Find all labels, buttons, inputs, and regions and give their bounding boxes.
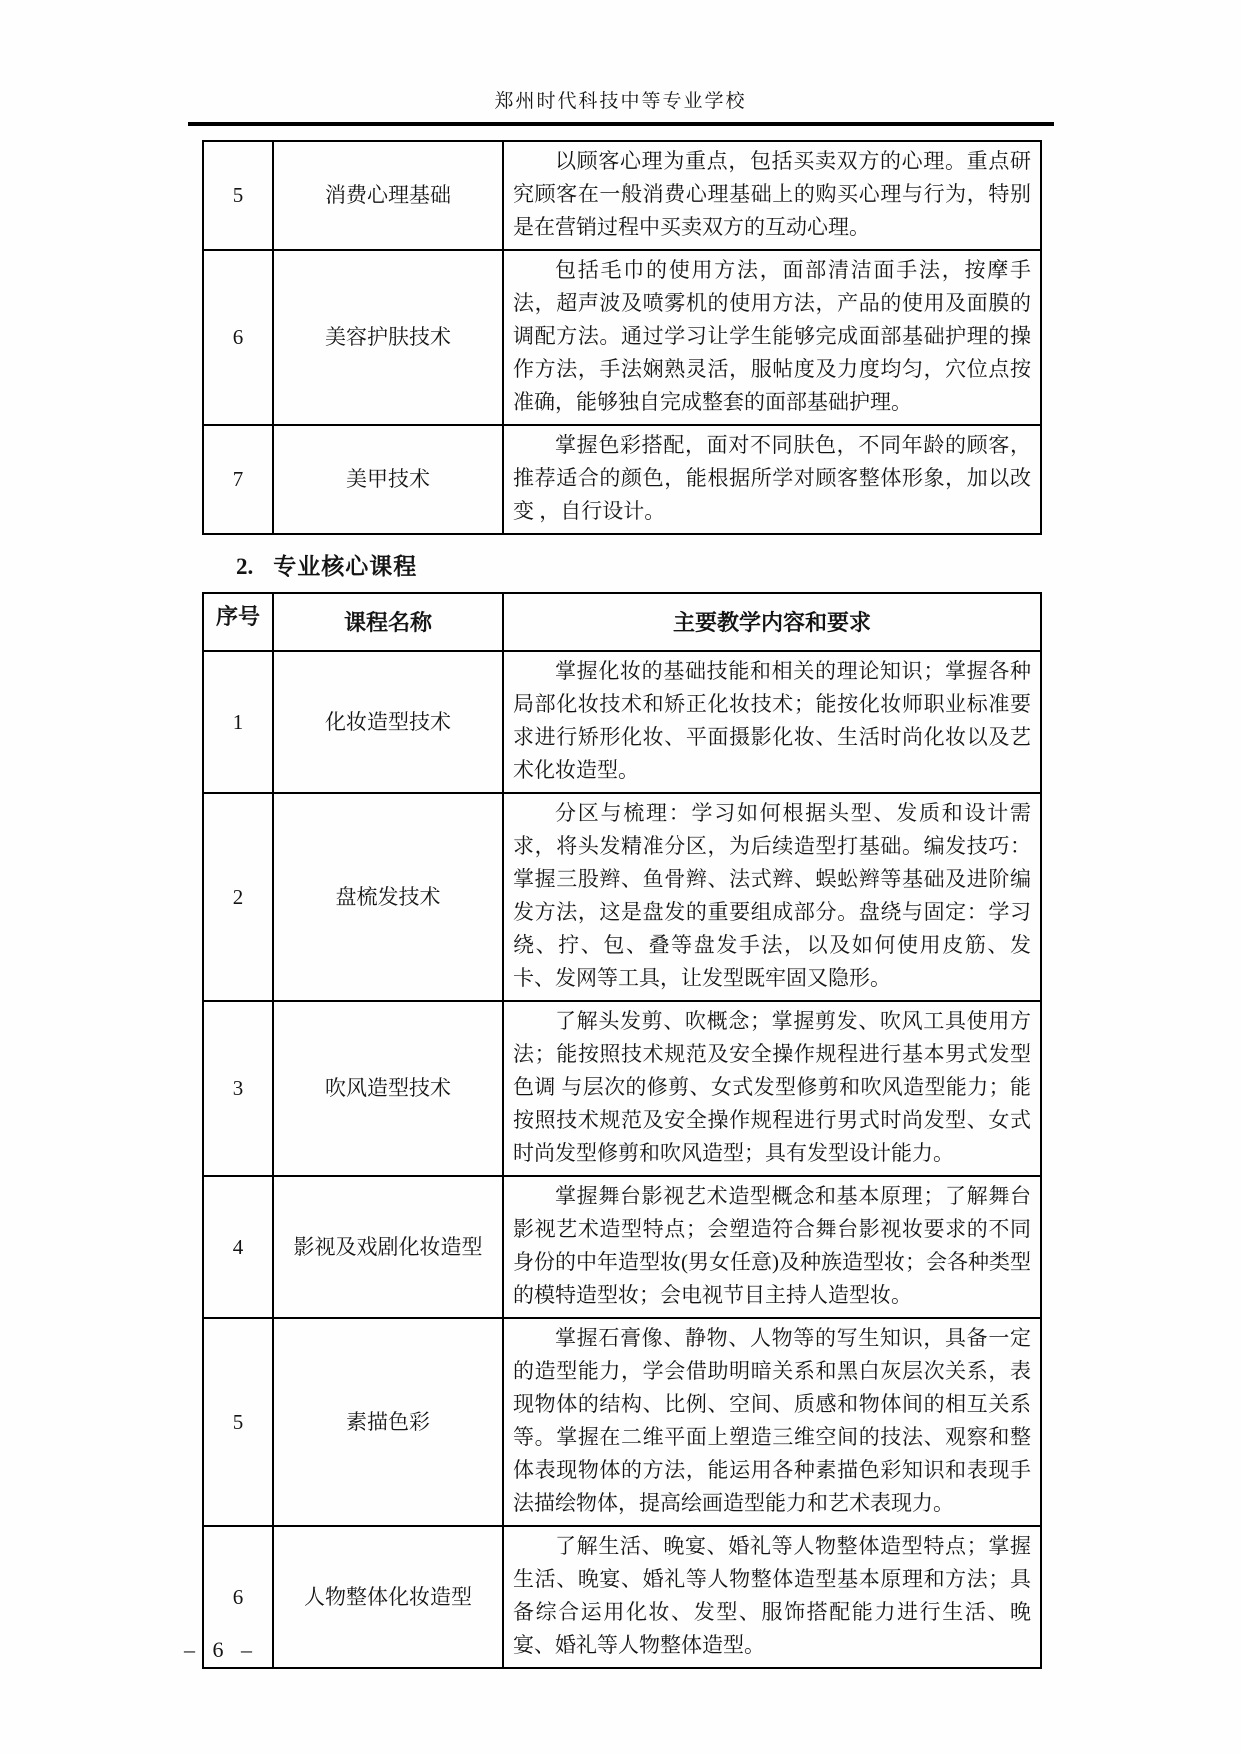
course-name: 人物整体化妆造型 bbox=[273, 1526, 503, 1668]
page-number: – 6 – bbox=[184, 1637, 258, 1662]
table-row bbox=[203, 1176, 1041, 1318]
course-description: 了解生活、晚宴、婚礼等人物整体造型特点；掌握生活、晚宴、婚礼等人物整体造型基本原理和方法；具备综合运用化妆、发型、服饰搭配能力进行生活、晚宴、婚礼等人物整体造型。 bbox=[503, 1526, 1041, 1668]
course-name: 影视及戏剧化妆造型 bbox=[273, 1176, 503, 1318]
page-header-school-name: 郑州时代科技中等专业学校 bbox=[494, 91, 747, 112]
course-description: 掌握化妆的基础技能和相关的理论知识；掌握各种局部化妆技术和矫正化妆技术；能按化妆师职业标准要求进行矫形化妆、平面摄影化妆、生活时尚化妆以及艺术化妆造型。 bbox=[503, 651, 1041, 793]
course-number: 4 bbox=[203, 1176, 273, 1318]
column-header-number: 序号 bbox=[203, 593, 273, 651]
table-row bbox=[203, 1526, 1041, 1668]
course-number: 1 bbox=[203, 651, 273, 793]
course-number: 5 bbox=[203, 141, 273, 250]
table-row bbox=[203, 793, 1041, 1001]
section-number: 2. bbox=[236, 554, 254, 579]
course-number: 7 bbox=[203, 425, 273, 534]
course-name: 素描色彩 bbox=[273, 1318, 503, 1526]
header-divider bbox=[188, 122, 1054, 126]
course-description: 包括毛巾的使用方法，面部清洁面手法，按摩手法，超声波及喷雾机的使用方法，产品的使用及面膜的调配方法。通过学习让学生能够完成面部基础护理的操作方法，手法娴熟灵活，服帖度及力度均匀，穴位点按准确，能够独自完成整套的面部基础护理。 bbox=[503, 250, 1041, 425]
table-row bbox=[203, 1001, 1041, 1176]
course-name: 美甲技术 bbox=[273, 425, 503, 534]
course-description: 分区与梳理：学习如何根据头型、发质和设计需求，将头发精准分区，为后续造型打基础。编发技巧：掌握三股辫、鱼骨辫、法式辫、蜈蚣辫等基础及进阶编发方法，这是盘发的重要组成部分。盘绕与固定：学习绕、拧、包、叠等盘发手法，以及如何使用皮筋、发卡、发网等工具，让发型既牢固又隐形。 bbox=[503, 793, 1041, 1001]
course-description: 掌握石膏像、静物、人物等的写生知识，具备一定的造型能力，学会借助明暗关系和黑白灰层次关系，表现物体的结构、比例、空间、质感和物体间的相互关系等。掌握在二维平面上塑造三维空间的技法、观察和整体表现物体的方法，能运用各种素描色彩知识和表现手法描绘物体，提高绘画造型能力和艺术表现力。 bbox=[503, 1318, 1041, 1526]
core-courses-table bbox=[202, 592, 1042, 1669]
course-number: 6 bbox=[203, 250, 273, 425]
course-name: 消费心理基础 bbox=[273, 141, 503, 250]
page-content bbox=[202, 140, 1040, 1669]
course-name: 美容护肤技术 bbox=[273, 250, 503, 425]
course-number: 5 bbox=[203, 1318, 273, 1526]
table-row bbox=[203, 1318, 1041, 1526]
course-description: 了解头发剪、吹概念；掌握剪发、吹风工具使用方法；能按照技术规范及安全操作规程进行基本男式发型色调 与层次的修剪、女式发型修剪和吹风造型能力；能按照技术规范及安全操作规程进行男式时尚发型、女式时尚发型修剪和吹风造型；具有发型设计能力。 bbox=[503, 1001, 1041, 1176]
table-row bbox=[203, 425, 1041, 534]
course-name: 吹风造型技术 bbox=[273, 1001, 503, 1176]
column-header-content: 主要教学内容和要求 bbox=[503, 593, 1041, 651]
table-header-row bbox=[203, 593, 1041, 651]
course-name: 盘梳发技术 bbox=[273, 793, 503, 1001]
course-name: 化妆造型技术 bbox=[273, 651, 503, 793]
basic-courses-table-continued bbox=[202, 140, 1042, 535]
table-row bbox=[203, 250, 1041, 425]
course-description: 以顾客心理为重点，包括买卖双方的心理。重点研究顾客在一般消费心理基础上的购买心理与行为，特别是在营销过程中买卖双方的互动心理。 bbox=[503, 141, 1041, 250]
table-row bbox=[203, 651, 1041, 793]
section-title: 专业核心课程 bbox=[273, 554, 418, 579]
table-row bbox=[203, 141, 1041, 250]
course-description: 掌握舞台影视艺术造型概念和基本原理；了解舞台影视艺术造型特点；会塑造符合舞台影视妆要求的不同身份的中年造型妆(男女任意)及种族造型妆；会各种类型的模特造型妆；会电视节目主持人造型妆。 bbox=[503, 1176, 1041, 1318]
column-header-name: 课程名称 bbox=[273, 593, 503, 651]
course-description: 掌握色彩搭配，面对不同肤色，不同年龄的顾客，推荐适合的颜色，能根据所学对顾客整体形象，加以改变 ，自行设计。 bbox=[503, 425, 1041, 534]
course-number: 2 bbox=[203, 793, 273, 1001]
course-number: 3 bbox=[203, 1001, 273, 1176]
section-heading bbox=[202, 548, 1040, 581]
course-number: 6 bbox=[203, 1526, 273, 1668]
